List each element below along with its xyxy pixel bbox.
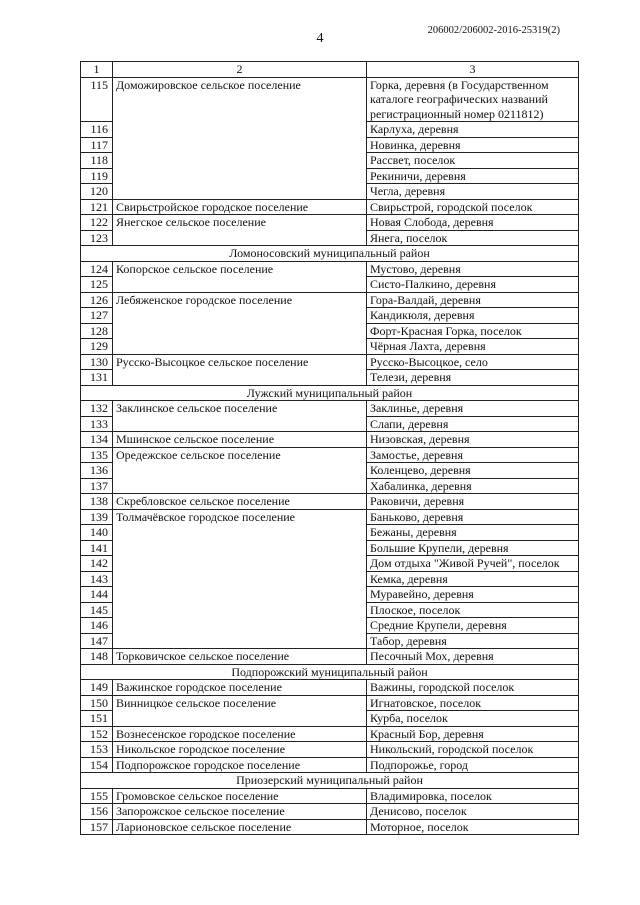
place-name: Свирьстрой, городской поселок [367,199,579,215]
settlement-name [113,339,367,355]
place-name: Телези, деревня [367,370,579,386]
place-name: Чегла, деревня [367,184,579,200]
place-name: Новинка, деревня [367,137,579,153]
table-row [81,77,579,122]
row-number: 147 [81,633,113,649]
place-name: Новая Слобода, деревня [367,215,579,231]
settlement-name [113,277,367,293]
place-name: Подпорожье, город [367,757,579,773]
settlement-name: Заклинское сельское поселение [113,401,367,417]
table-row [81,308,579,324]
table-row [81,804,579,820]
row-number: 125 [81,277,113,293]
settlement-name [113,602,367,618]
place-name: Коленцево, деревня [367,463,579,479]
row-number: 131 [81,370,113,386]
table-row [81,618,579,634]
table-row [81,168,579,184]
row-number: 138 [81,494,113,510]
table-row [81,711,579,727]
place-name: Бежаны, деревня [367,525,579,541]
settlement-name [113,168,367,184]
table-row [81,757,579,773]
row-number: 134 [81,432,113,448]
table-row [81,680,579,696]
row-number: 132 [81,401,113,417]
table-row [81,587,579,603]
row-number: 148 [81,649,113,665]
settlement-name: Скребловское сельское поселение [113,494,367,510]
place-name: Горка, деревня (в Государственном каталоге географических названий регистрационный номер 0211812) [367,77,579,122]
place-name: Средние Крупели, деревня [367,618,579,634]
table-row [81,633,579,649]
place-name: Моторное, поселок [367,819,579,835]
district-title: Приозерский муниципальный район [81,773,579,789]
settlement-name [113,525,367,541]
place-name: Денисово, поселок [367,804,579,820]
place-name: Игнатовское, поселок [367,695,579,711]
row-number: 154 [81,757,113,773]
row-number: 151 [81,711,113,727]
row-number: 126 [81,292,113,308]
district-section-row [81,385,579,401]
table-row [81,432,579,448]
settlement-name: Вознесенское городское поселение [113,726,367,742]
place-name: Кандикюля, деревня [367,308,579,324]
place-name: Чёрная Лахта, деревня [367,339,579,355]
settlement-name: Янегское сельское поселение [113,215,367,231]
settlement-name: Подпорожское городское поселение [113,757,367,773]
settlement-name [113,571,367,587]
place-name: Баньково, деревня [367,509,579,525]
row-number: 121 [81,199,113,215]
table-row [81,215,579,231]
settlement-name [113,478,367,494]
place-name: Систо-Палкино, деревня [367,277,579,293]
settlement-name [113,153,367,169]
table-row [81,370,579,386]
place-name: Плоское, поселок [367,602,579,618]
place-name: Владимировка, поселок [367,788,579,804]
place-name: Русско-Высоцкое, село [367,354,579,370]
place-name: Форт-Красная Горка, поселок [367,323,579,339]
column-header-3: 3 [367,62,579,78]
row-number: 139 [81,509,113,525]
row-number: 153 [81,742,113,758]
row-number: 140 [81,525,113,541]
row-number: 133 [81,416,113,432]
settlement-name: Никольское городское поселение [113,742,367,758]
page-number: 4 [316,31,324,46]
settlement-name: Громовское сельское поселение [113,788,367,804]
row-number: 119 [81,168,113,184]
row-number: 145 [81,602,113,618]
table-row [81,494,579,510]
place-name: Замостье, деревня [367,447,579,463]
place-name: Большие Крупели, деревня [367,540,579,556]
table-row [81,478,579,494]
table-row [81,742,579,758]
row-number: 129 [81,339,113,355]
settlement-name [113,711,367,727]
district-title: Ломоносовский муниципальный район [81,246,579,262]
table-row [81,199,579,215]
settlement-name [113,463,367,479]
column-header-2: 2 [113,62,367,78]
table-row [81,509,579,525]
settlement-name: Оредежское сельское поселение [113,447,367,463]
row-number: 130 [81,354,113,370]
table-row [81,649,579,665]
settlement-name [113,184,367,200]
settlement-name: Лебяженское городское поселение [113,292,367,308]
district-title: Подпорожский муниципальный район [81,664,579,680]
place-name: Гора-Валдай, деревня [367,292,579,308]
table-row [81,230,579,246]
column-header-1: 1 [81,62,113,78]
row-number: 156 [81,804,113,820]
place-name: Хабалинка, деревня [367,478,579,494]
table-row [81,447,579,463]
row-number: 155 [81,788,113,804]
table-row [81,401,579,417]
table-row [81,153,579,169]
table-row [81,571,579,587]
settlement-name: Копорское сельское поселение [113,261,367,277]
row-number: 152 [81,726,113,742]
row-number: 149 [81,680,113,696]
table-row [81,525,579,541]
row-number: 143 [81,571,113,587]
place-name: Никольский, городской поселок [367,742,579,758]
table-row [81,323,579,339]
row-number: 124 [81,261,113,277]
place-name: Песочный Мох, деревня [367,649,579,665]
settlement-name: Винницкое сельское поселение [113,695,367,711]
table-row [81,540,579,556]
table-row [81,556,579,572]
row-number: 116 [81,122,113,138]
row-number: 118 [81,153,113,169]
place-name: Низовская, деревня [367,432,579,448]
row-number: 137 [81,478,113,494]
row-number: 136 [81,463,113,479]
table-row [81,416,579,432]
settlement-name: Русско-Высоцкое сельское поселение [113,354,367,370]
row-number: 123 [81,230,113,246]
district-section-row [81,773,579,789]
table-row [81,788,579,804]
district-section-row [81,246,579,262]
place-name: Важины, городской поселок [367,680,579,696]
settlement-name: Толмачёвское городское поселение [113,509,367,525]
table-row [81,137,579,153]
settlement-name: Торковичское сельское поселение [113,649,367,665]
settlement-name: Запорожское сельское поселение [113,804,367,820]
settlement-name [113,323,367,339]
place-name: Мустово, деревня [367,261,579,277]
place-name: Рассвет, поселок [367,153,579,169]
settlement-name: Доможировское сельское поселение [113,77,367,122]
row-number: 150 [81,695,113,711]
table-row [81,463,579,479]
table-row [81,184,579,200]
settlement-name [113,633,367,649]
place-name: Заклинье, деревня [367,401,579,417]
table-row [81,292,579,308]
table-row [81,602,579,618]
settlement-name [113,122,367,138]
row-number: 128 [81,323,113,339]
table-row [81,354,579,370]
table-row [81,122,579,138]
row-number: 141 [81,540,113,556]
place-name: Янега, поселок [367,230,579,246]
district-section-row [81,664,579,680]
settlement-name [113,556,367,572]
settlement-name [113,137,367,153]
row-number: 142 [81,556,113,572]
settlement-name [113,230,367,246]
place-name: Кемка, деревня [367,571,579,587]
place-name: Красный Бор, деревня [367,726,579,742]
table-row [81,277,579,293]
settlements-table [80,61,579,835]
table-row [81,261,579,277]
table-row [81,339,579,355]
place-name: Раковичи, деревня [367,494,579,510]
settlement-name: Важинское городское поселение [113,680,367,696]
settlement-name [113,370,367,386]
row-number: 146 [81,618,113,634]
row-number: 127 [81,308,113,324]
place-name: Слапи, деревня [367,416,579,432]
table-row [81,726,579,742]
table-header-row [81,62,579,78]
place-name: Табор, деревня [367,633,579,649]
document-code: 206002/206002-2016-25319(2) [427,25,560,36]
place-name: Карлуха, деревня [367,122,579,138]
settlement-name: Свирьстройское городское поселение [113,199,367,215]
place-name: Муравейно, деревня [367,587,579,603]
settlement-name [113,587,367,603]
settlement-name: Ларионовское сельское поселение [113,819,367,835]
table-row [81,695,579,711]
row-number: 122 [81,215,113,231]
place-name: Дом отдыха "Живой Ручей", поселок [367,556,579,572]
row-number: 120 [81,184,113,200]
district-title: Лужский муниципальный район [81,385,579,401]
row-number: 135 [81,447,113,463]
row-number: 117 [81,137,113,153]
row-number: 115 [81,77,113,122]
settlement-name [113,540,367,556]
place-name: Рекиничи, деревня [367,168,579,184]
place-name: Курба, поселок [367,711,579,727]
settlement-name [113,618,367,634]
settlement-name [113,308,367,324]
table-row [81,819,579,835]
settlement-name [113,416,367,432]
settlement-name: Мшинское сельское поселение [113,432,367,448]
row-number: 157 [81,819,113,835]
row-number: 144 [81,587,113,603]
